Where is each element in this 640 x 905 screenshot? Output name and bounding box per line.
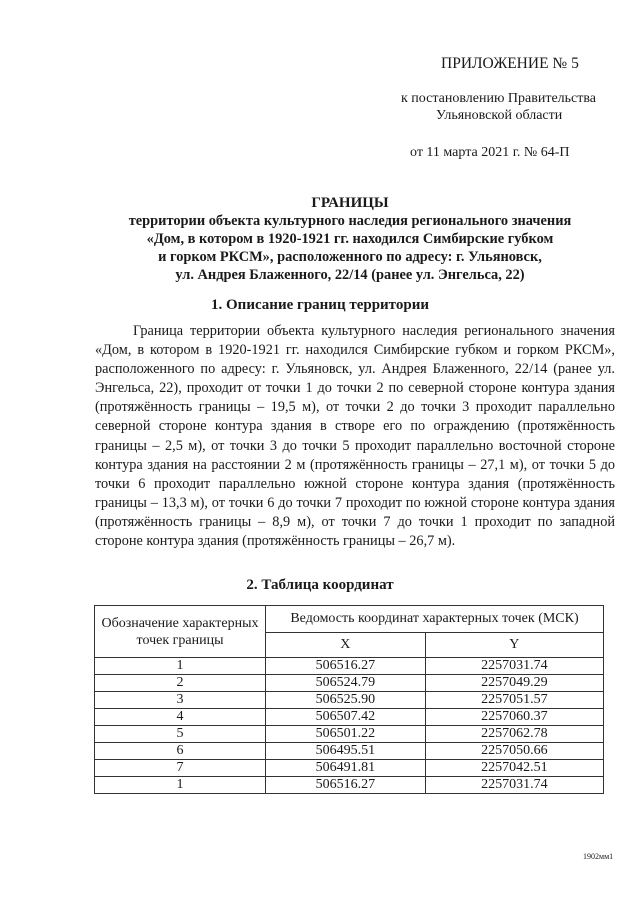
- x-cell: 506507.42: [266, 709, 426, 726]
- title-line: ул. Андрея Блаженного, 22/14 (ранее ул. Энгельса, 22): [175, 267, 525, 283]
- point-cell: 6: [95, 743, 266, 760]
- table-row: [95, 658, 604, 675]
- column-header-points: Обозначение характерных точек границы: [95, 606, 266, 658]
- title-line: территории объекта культурного наследия регионального значения: [128, 213, 572, 229]
- document-code: 1902мм1: [583, 852, 614, 861]
- table-row: [95, 726, 604, 743]
- x-cell: 506501.22: [266, 726, 426, 743]
- y-cell: 2257060.37: [425, 709, 603, 726]
- y-cell: 2257051.57: [425, 692, 603, 709]
- column-header-group: Ведомость координат характерных точек (МСК): [266, 606, 604, 633]
- y-cell: 2257062.78: [425, 726, 603, 743]
- y-cell: 2257031.74: [425, 777, 603, 794]
- table-row: [95, 692, 604, 709]
- title-line: «Дом, в котором в 1920-1921 гг. находился Симбирские губком: [146, 231, 554, 247]
- x-cell: 506495.51: [266, 743, 426, 760]
- point-cell: 1: [95, 658, 266, 675]
- point-cell: 3: [95, 692, 266, 709]
- resolution-date: от 11 марта 2021 г. № 64-П: [410, 145, 570, 160]
- title-main: ГРАНИЦЫ: [311, 195, 389, 211]
- resolution-reference-line1: к постановлению Правительства: [401, 91, 597, 106]
- section2-heading: 2. Таблица координат: [246, 577, 394, 593]
- point-cell: 7: [95, 760, 266, 777]
- point-cell: 2: [95, 675, 266, 692]
- appendix-number: ПРИЛОЖЕНИЕ № 5: [441, 55, 579, 72]
- section1-heading: 1. Описание границ территории: [211, 297, 429, 313]
- document-title: [60, 194, 640, 284]
- point-cell: 5: [95, 726, 266, 743]
- table-row: [95, 675, 604, 692]
- table-row: [95, 777, 604, 794]
- y-cell: 2257042.51: [425, 760, 603, 777]
- table-row: [95, 709, 604, 726]
- point-cell: 4: [95, 709, 266, 726]
- table-row: [95, 760, 604, 777]
- x-cell: 506516.27: [266, 777, 426, 794]
- column-header-x: X: [266, 633, 426, 658]
- x-cell: 506525.90: [266, 692, 426, 709]
- y-cell: 2257050.66: [425, 743, 603, 760]
- boundary-description: Граница территории объекта культурного наследия регионального значения «Дом, в котором в 1920-1921 гг. находился Симбирские губком и горком РКСМ», расположенного по адресу: г. Ульяновск, ул. Андрея Блаженного, 22/14 (ранее ул. Энгельса, 22), проходит от точки 1 до точки 2 по северной стороне контура здания (протяжённость границы – 19,5 м), от точки 2 до точки 3 проходит параллельно северной стороне контура здания в створе его по ограждению (протяжённость границы – 2,5 м), от точки 3 до точки 5 проходит параллельно восточной стороне контура здания на расстоянии 2 м (протяжённость границы – 27,1 м), от точки 5 до точки 6 проходит параллельно южной стороне контура здания (протяжённость границы – 13,3 м), от точки 6 до точки 7 проходит по южной стороне контура здания (протяжённость границы – 8,9 м), от точки 7 до точки 1 проходит по западной стороне контура здания (протяжённость границы – 26,7 м).: [95, 323, 615, 550]
- title-line: и горком РКСМ», расположенного по адресу: г. Ульяновск,: [158, 249, 542, 265]
- column-header-y: Y: [425, 633, 603, 658]
- coordinates-table: [94, 605, 604, 794]
- y-cell: 2257049.29: [425, 675, 603, 692]
- x-cell: 506524.79: [266, 675, 426, 692]
- x-cell: 506516.27: [266, 658, 426, 675]
- point-cell: 1: [95, 777, 266, 794]
- table-row: [95, 743, 604, 760]
- y-cell: 2257031.74: [425, 658, 603, 675]
- x-cell: 506491.81: [266, 760, 426, 777]
- resolution-reference-line2: Ульяновской области: [436, 108, 563, 123]
